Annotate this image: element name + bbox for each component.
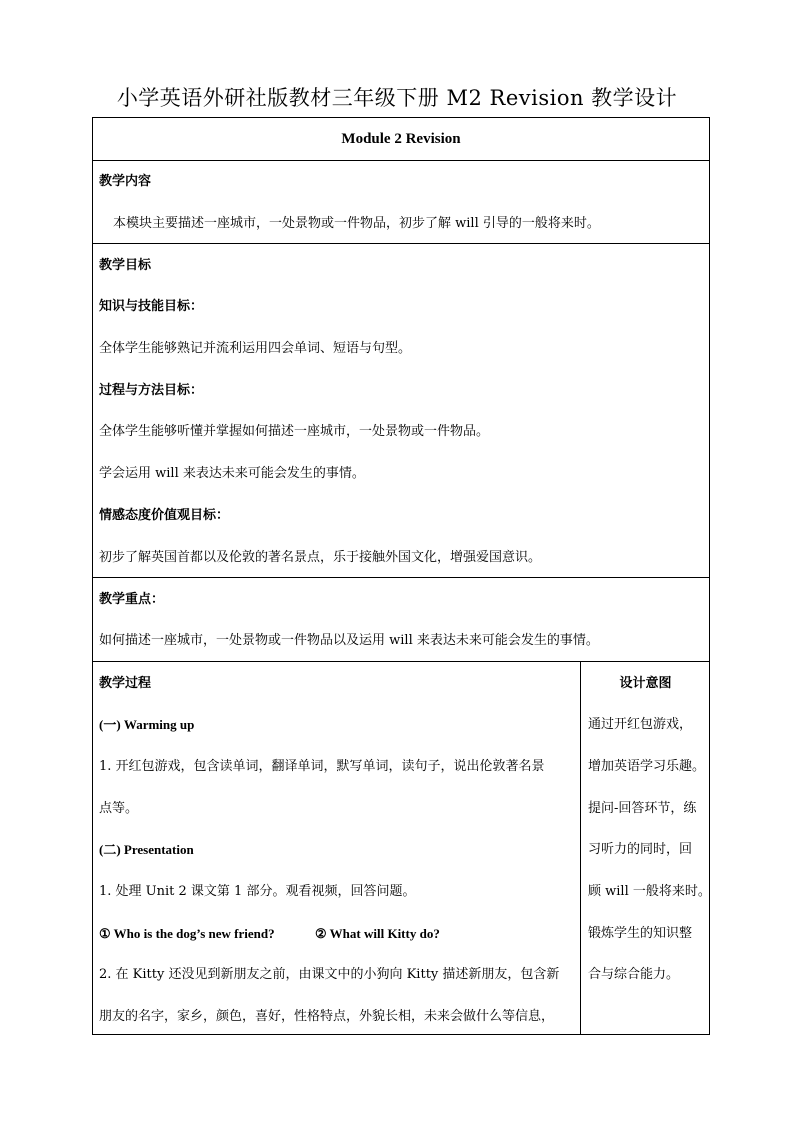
column-divider [580, 661, 581, 1034]
design-intent-line: 通过开红包游戏， [588, 717, 693, 732]
warmup-item: 1. 开红包游戏，包含读单词，翻译单词，默写单词，读句子，说出伦敦著名景 [99, 759, 545, 774]
design-intent-line: 锻炼学生的知识整 [588, 926, 693, 941]
objectives-heading: 教学目标 [99, 258, 152, 273]
warmup-item: 点等。 [99, 801, 139, 816]
process-heading: 过程与方法目标： [99, 383, 204, 398]
content-text: 本模块主要描述一座城市，一处景物或一件物品，初步了解 will 引导的一般将来时。 [113, 216, 600, 231]
emotion-heading: 情感态度价值观目标： [99, 508, 230, 523]
teaching-process-heading: 教学过程 [99, 676, 152, 691]
row-divider [93, 661, 709, 662]
design-intent-line: 顾 will 一般将来时。 [588, 884, 711, 899]
document-title: 小学英语外研社版教材三年级下册 M2 Revision 教学设计 [116, 86, 678, 110]
process-text: 学会运用 will 来表达未来可能会发生的事情。 [99, 466, 365, 481]
process-text: 全体学生能够听懂并掌握如何描述一座城市，一处景物或一件物品。 [99, 424, 490, 439]
design-intent-line: 合与综合能力。 [588, 967, 680, 982]
presentation-item: 朋友的名字，家乡，颜色，喜好，性格特点，外貌长相，未来会做什么等信息， [99, 1009, 555, 1024]
emotion-text: 初步了解英国首都以及伦敦的著名景点，乐于接触外国文化，增强爱国意识。 [99, 550, 542, 565]
design-intent-heading: 设计意图 [619, 676, 672, 691]
presentation-item: 1. 处理 Unit 2 课文第 1 部分。观看视频，回答问题。 [99, 884, 416, 899]
design-intent-line: 提问-回答环节，练 [588, 801, 697, 816]
warmup-heading: (一) Warming up [99, 717, 195, 732]
content-heading: 教学内容 [99, 174, 152, 189]
key-points-heading: 教学重点： [99, 592, 165, 607]
row-divider [93, 577, 709, 578]
design-intent-line: 增加英语学习乐趣。 [588, 759, 706, 774]
knowledge-heading: 知识与技能目标： [99, 299, 204, 314]
module-title: Module 2 Revision [341, 131, 461, 147]
knowledge-text: 全体学生能够熟记并流利运用四会单词、短语与句型。 [99, 341, 412, 356]
presentation-heading: (二) Presentation [99, 842, 194, 857]
key-points-text: 如何描述一座城市，一处景物或一件物品以及运用 will 来表达未来可能会发生的事情。 [99, 633, 599, 648]
question-item: ① Who is the dog’s new friend? [99, 926, 275, 941]
row-divider [93, 243, 709, 244]
design-intent-line: 习听力的同时，回 [588, 842, 693, 857]
row-divider [93, 160, 709, 161]
question-item: ② What will Kitty do? [315, 926, 440, 941]
lesson-plan-table [92, 117, 710, 1035]
presentation-item: 2. 在 Kitty 还没见到新朋友之前，由课文中的小狗向 Kitty 描述新朋友，包含新 [99, 967, 560, 982]
